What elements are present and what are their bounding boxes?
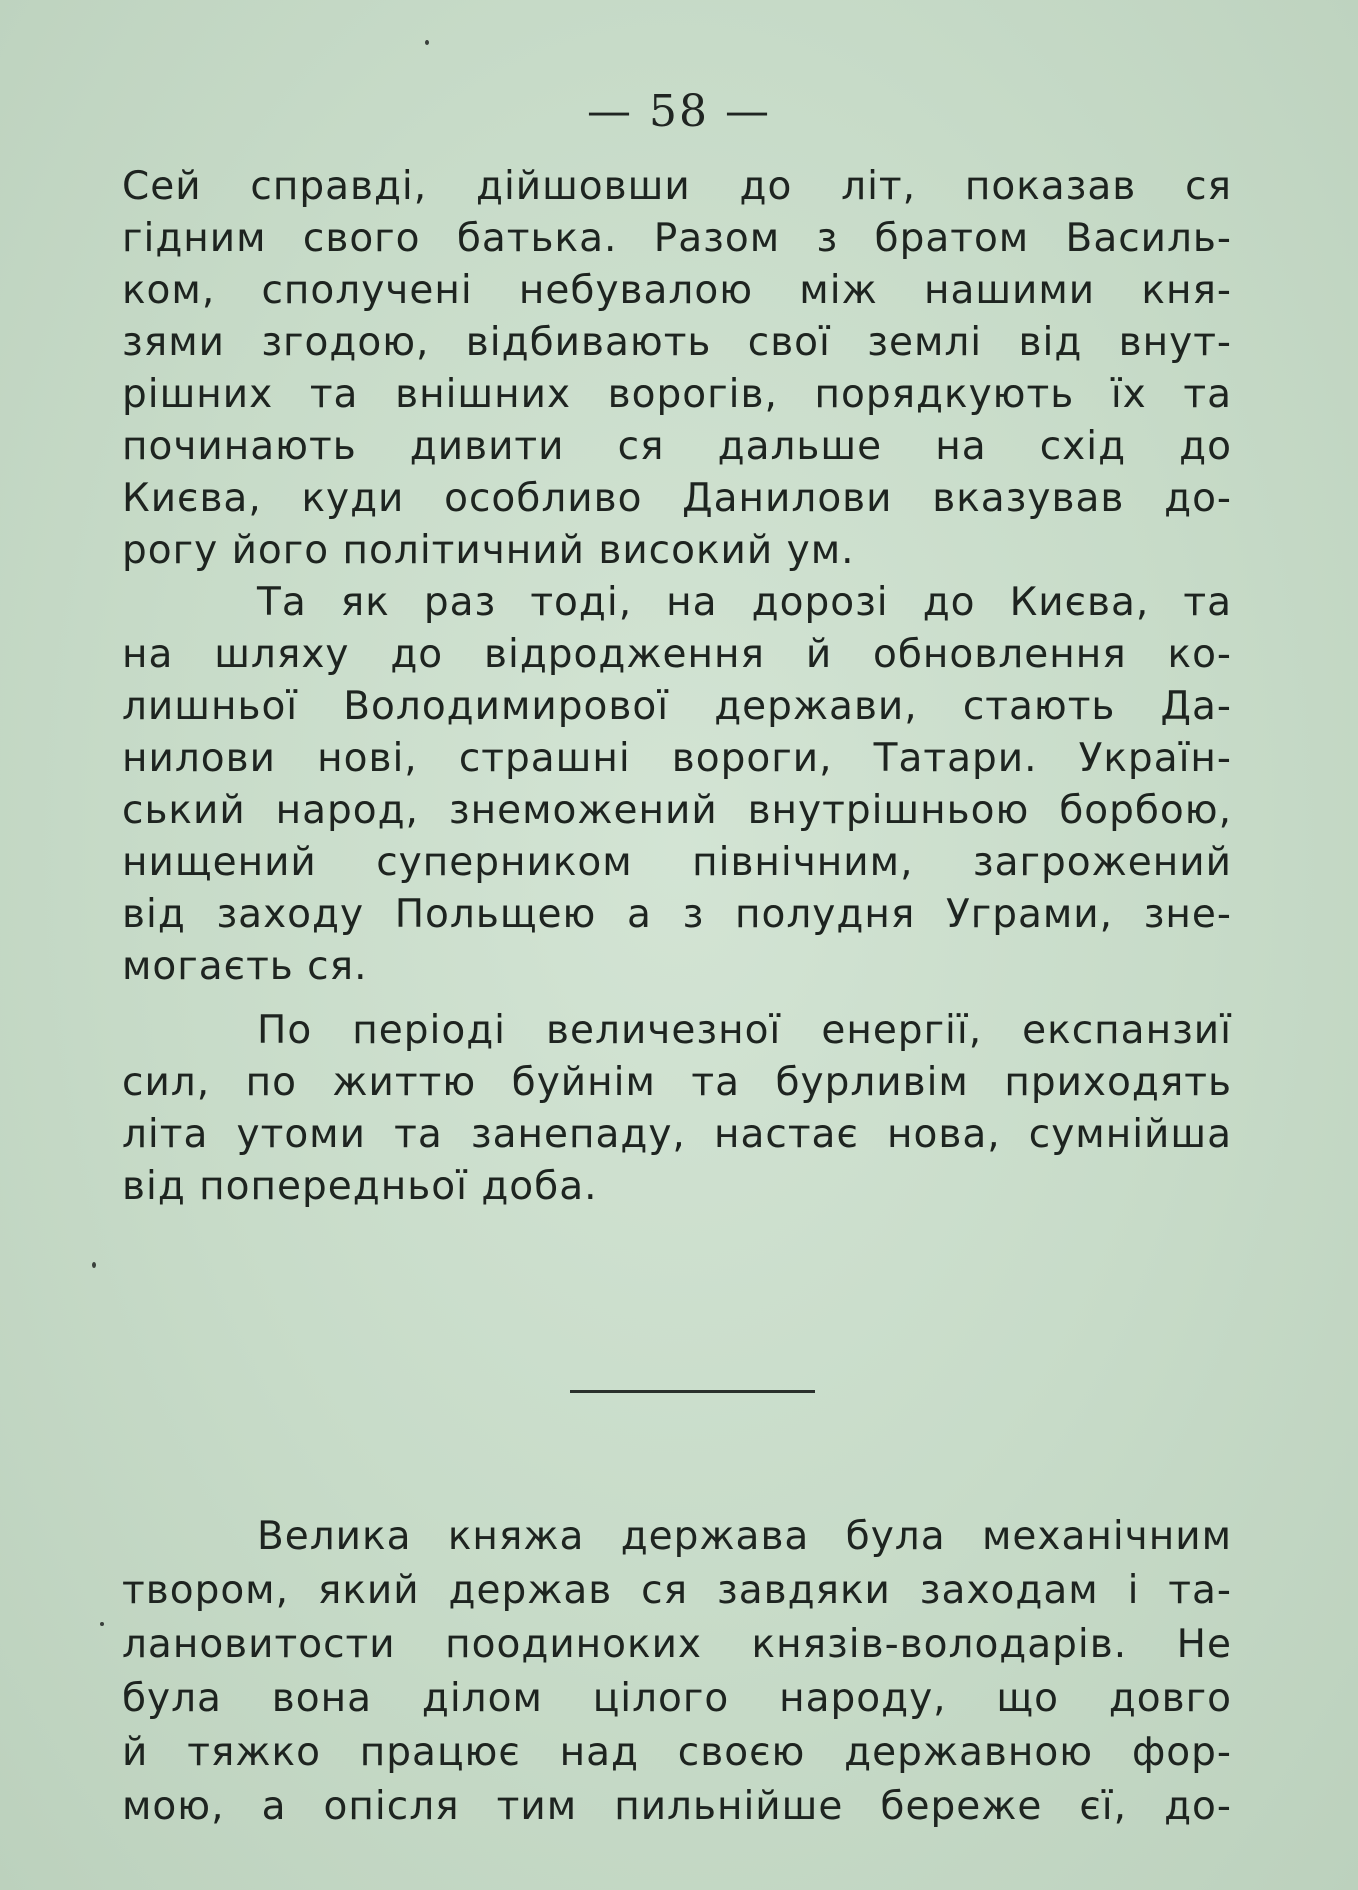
paragraph-1-line-1: Сей справді, дійшовши до літ, показав ся bbox=[122, 164, 1232, 209]
paragraph-2-line-4: нилови нові, страшні вороги, Татари. Україн- bbox=[122, 736, 1232, 781]
paragraph-4-line-1: Велика княжа держава була механічним bbox=[257, 1514, 1232, 1559]
paragraph-2-line-8: могаєть ся. bbox=[122, 944, 368, 989]
ink-speck bbox=[100, 1622, 104, 1626]
paragraph-1-line-5: рішних та внішних ворогів, порядкують їх та bbox=[122, 372, 1232, 417]
paragraph-1-line-7: Києва, куди особливо Данилови вказував до- bbox=[122, 476, 1232, 521]
paragraph-3-line-4: від попередньої доба. bbox=[122, 1164, 598, 1209]
paragraph-1-line-8: рогу його політичний високий ум. bbox=[122, 528, 855, 573]
paragraph-4-line-5: й тяжко працює над своєю державною фор- bbox=[122, 1730, 1232, 1775]
paragraph-3-line-1: По періоді величезної енергії, експанзиї bbox=[257, 1008, 1232, 1053]
paragraph-4-line-3: лановитости поодиноких князів-володарів. Не bbox=[122, 1622, 1232, 1667]
section-divider bbox=[570, 1390, 815, 1393]
paragraph-2-line-6: нищений суперником північним, загрожений bbox=[122, 840, 1232, 885]
ink-speck bbox=[92, 1262, 96, 1268]
paragraph-4-line-6: мою, а опісля тим пильнійше береже єї, до- bbox=[122, 1784, 1232, 1829]
paragraph-4-line-4: була вона ділом цілого народу, що довго bbox=[122, 1676, 1232, 1721]
paragraph-1-line-3: ком, сполучені небувалою між нашими кня- bbox=[122, 268, 1232, 313]
paragraph-2-line-2: на шляху до відродження й обновлення ко- bbox=[122, 632, 1232, 677]
page-number: — 58 — bbox=[587, 86, 771, 137]
paragraph-1-line-2: гідним свого батька. Разом з братом Василь- bbox=[122, 216, 1232, 261]
ink-speck bbox=[425, 40, 429, 45]
paragraph-2-line-1: Та як раз тоді, на дорозі до Києва, та bbox=[257, 580, 1232, 625]
paragraph-1-line-6: починають дивити ся дальше на схід до bbox=[122, 424, 1232, 469]
paragraph-1-line-4: зями згодою, відбивають свої землі від внут- bbox=[122, 320, 1232, 365]
paragraph-2-line-5: ський народ, знеможений внутрішньою борбою, bbox=[122, 788, 1232, 833]
paragraph-3-line-3: літа утоми та занепаду, настає нова, сумнійша bbox=[122, 1112, 1232, 1157]
paragraph-2-line-3: лишньої Володимирової держави, стають Да- bbox=[122, 684, 1232, 729]
paragraph-3-line-2: сил, по життю буйнім та бурливім приходять bbox=[122, 1060, 1232, 1105]
paragraph-2-line-7: від заходу Польщею а з полудня Уграми, зне- bbox=[122, 892, 1232, 937]
paragraph-4-line-2: твором, який держав ся завдяки заходам і та- bbox=[122, 1568, 1232, 1613]
